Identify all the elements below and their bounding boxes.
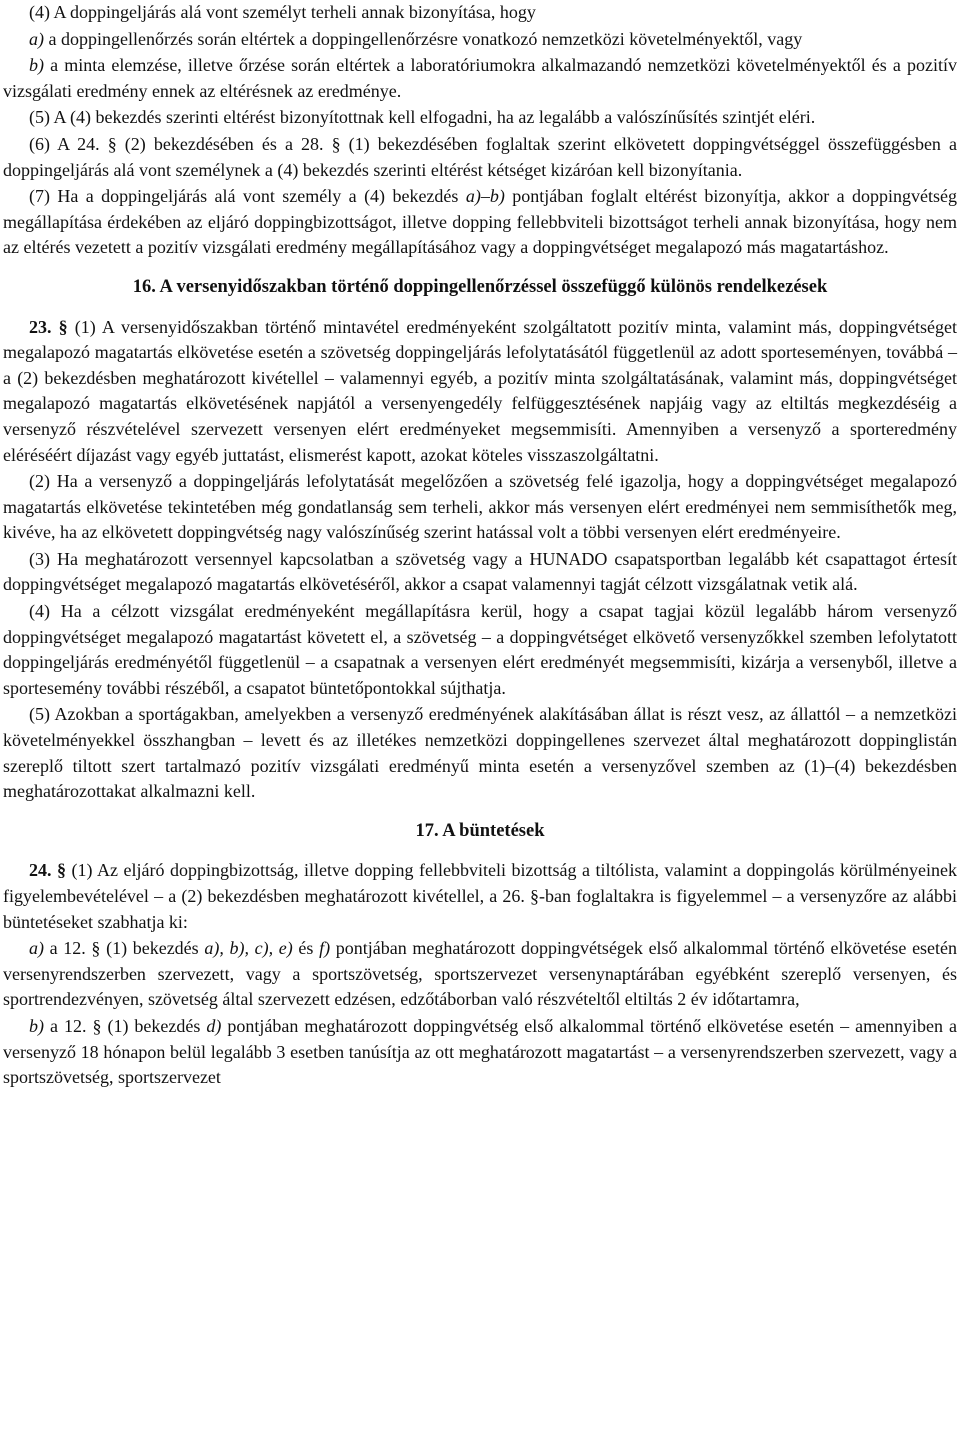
- section-24-paragraph-1: [3, 858, 957, 935]
- point-b: [3, 53, 957, 104]
- point-label: a): [29, 28, 44, 49]
- paragraph-text: (5) A (4) bekezdés szerinti eltérést bizonyítottnak kell elfogadni, ha az legalább a valószínűsítés szintjét eléri.: [29, 107, 816, 128]
- paragraph-text: (3) Ha meghatározott versennyel kapcsolatban a szövetség vagy a HUNADO csapatsportban legalább két csapattagot értesít doppingvétséget megalapozó magatartás elkövetéséről, akkor a csapat valamennyi tagját célzott vizsgálatnak vetik alá.: [3, 548, 957, 595]
- section-23-paragraph-3: [3, 547, 957, 598]
- paragraph-text: (4) Ha a célzott vizsgálat eredményeként megállapításra kerül, hogy a csapat tagjai közül legalább három versenyző doppingvétséget megalapozó magatartást követett el, a szövetség – a doppingvétséget elkövető versenyzőkkel szemben lefolytatott doppingeljárás eredményétől függetlenül – a csapatnak a versenyen elért eredményét megsemmisíti, kizárja a versenyből, illetve a sportesemény további részéből, a csapatot büntetőpontokkal sújthatja.: [3, 601, 957, 698]
- paragraph-6: [3, 132, 957, 183]
- section-23-paragraph-4: [3, 599, 957, 701]
- section-number: 24. §: [29, 860, 67, 881]
- point-text: a 12. § (1) bekezdés: [49, 938, 199, 959]
- paragraph-text: pontjában foglalt eltérést bizonyítja, akkor a doppingvétség megállapítása érdekében az eljáró doppingbizottságot, illetve dopping fellebbviteli bizottságot terheli annak bizonyítása, hogy nem az eltérés vezetett a pozitív vizsgálati eredmény megállapításához vagy a doppingvétséget megalapozó más magatartáshoz.: [3, 186, 957, 258]
- point-text: a minta elemzése, illetve őrzése során eltértek a laboratóriumokra alkalmazandó nemzetközi követelményektől és a pozitív vizsgálati eredmény ennek az eltérésnek az eredménye.: [3, 55, 957, 101]
- section-23-paragraph-5: [3, 702, 957, 804]
- paragraph-7: [3, 184, 957, 261]
- section-heading-17: 17. A büntetések: [415, 820, 545, 841]
- point-a: [3, 27, 957, 53]
- paragraph-4: [3, 0, 957, 26]
- section-number: 23. §: [29, 316, 68, 337]
- paragraph-text: (6) A 24. § (2) bekezdésében és a 28. § (1) bekezdésében foglaltak szerint elkövetett doppingvétséggel összefüggésben a doppingeljárás alá vont személynek a (4) bekezdés szerinti eltérést kétséget kizáróan kell bizonyítania.: [3, 133, 957, 180]
- point-label: b): [29, 55, 44, 76]
- paragraph-text: (7) Ha a doppingeljárás alá vont személy a (4) bekezdés: [29, 186, 459, 207]
- point-label: a): [29, 938, 44, 959]
- section-23-paragraph-2: [3, 469, 957, 546]
- point-label: f): [319, 938, 331, 959]
- paragraph-text: (1) Az eljáró doppingbizottság, illetve dopping fellebbviteli bizottság a tiltólista, valamint a doppingolás körülményeinek figyelembevételével – a (2) bekezdésben meghatározott kivétellel, a 26. §-ban foglaltakra is figyelemmel – a versenyzőre az alábbi büntetéseket szabhatja ki:: [3, 860, 957, 932]
- section-23-paragraph-1: [3, 315, 957, 469]
- point-label: a)–b): [465, 186, 505, 207]
- point-text: és: [298, 938, 314, 959]
- point-text: a 12. § (1) bekezdés: [50, 1015, 201, 1036]
- paragraph-text: (2) Ha a versenyző a doppingeljárás lefolytatását megelőzően a szövetség felé igazolja, hogy a doppingvétséget megalapozó magatartás elkövetése tekintetében még gondatlanság sem terheli, akkor más versenyen elért eredményei nem semmisíthetők meg, kivéve, ha az elkövetett doppingvétség nagy valószínűség szerint hatással volt a többi versenyen elért eredményeire.: [3, 471, 957, 543]
- point-24-b: [3, 1014, 957, 1091]
- point-label: b): [29, 1015, 44, 1036]
- paragraph-text: (1) A versenyidőszakban történő mintavétel eredményeként szolgáltatott pozitív minta, valamint más, doppingvétséget megalapozó magatartás elkövetése esetén a szövetség doppingeljárás lefolytatásától függetlenül az adott sporteseményen, továbbá – a (2) bekezdésben meghatározott kivétellel – valamennyi egyéb, a pozitív minta szolgáltatásának, valamint más, doppingvétséget megalapozó magatartás elkövetésének napjától a versenyengedély felfüggesztésének napjáig vagy az eltiltás megkezdéséig a versenyző részvételével szervezett versenyen elért eredményeket megsemmisíti. Amennyiben a versenyző a sporteredmény eléréséért díjazást vagy egyéb juttatást, elismerést kapott, azokat köteles visszaszolgáltatni.: [3, 316, 958, 465]
- paragraph-5: [3, 105, 957, 131]
- point-text: pontjában meghatározott doppingvétségek első alkalommal történő elkövetése esetén versenyrendszerben szervezett, vagy a sportszövetség, sportszervezet versenynaptárában egyébként szereplő versenyen, és sportrendezvényen, szövetség által szervezett edzésen, edzőtáborban való részvételtől eltiltás 2 év időtartamra,: [3, 938, 958, 1010]
- point-text: pontjában meghatározott doppingvétség első alkalommal történő elkövetése esetén – amennyiben a versenyző 18 hónapon belül legalább 3 esetben tanúsítja az ott meghatározott magatartást – a versenyrendszerben szervezett, vagy a sportszövetség, sportszervezet: [3, 1015, 958, 1088]
- point-label: d): [206, 1015, 222, 1036]
- paragraph-text: (5) Azokban a sportágakban, amelyekben a versenyző eredményének alakításában állat is részt vesz, az állattól – a nemzetközi követelményekkel összhangban – levett és az illetékes nemzetközi doppingellenes szervezet által meghatározott doppinglistán szereplő tiltott szert tartalmazó pozitív vizsgálati eredményű minta esetén a versenyzővel szemben az (1)–(4) bekezdésben meghatározottakat alkalmazni kell.: [3, 704, 957, 802]
- point-24-a: [3, 936, 957, 1013]
- paragraph-text: (4) A doppingeljárás alá vont személyt terheli annak bizonyítása, hogy: [29, 2, 536, 22]
- section-heading-16: 16. A versenyidőszakban történő doppingellenőrzéssel összefüggő különös rendelkezések: [132, 276, 828, 297]
- point-text: a doppingellenőrzés során eltértek a doppingellenőrzésre vonatkozó nemzetközi követelményektől, vagy: [48, 28, 803, 49]
- point-label: a), b), c), e): [204, 938, 293, 959]
